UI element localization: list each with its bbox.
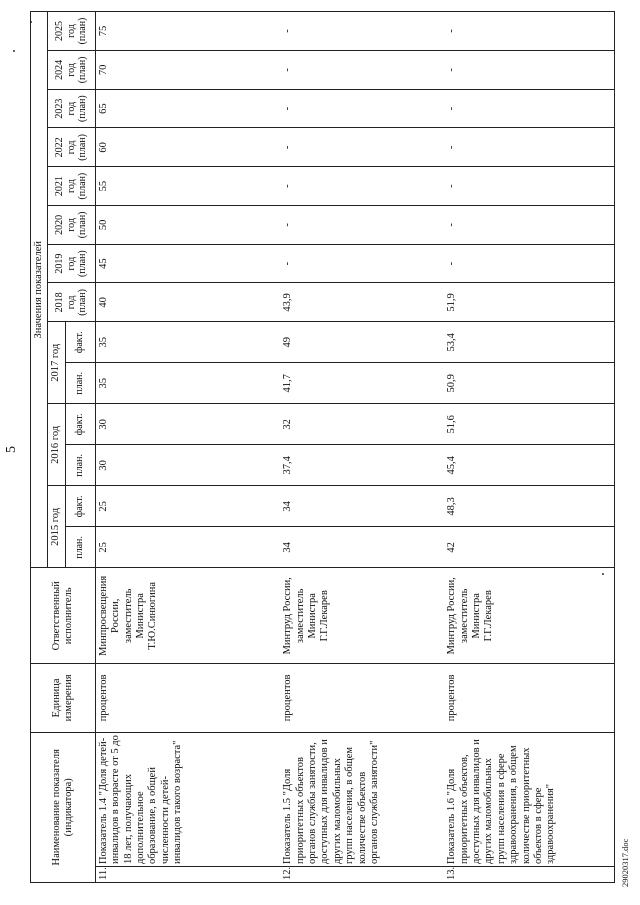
- header-2017-fact: факт.: [65, 322, 95, 363]
- value-cell: -: [280, 12, 444, 51]
- header-plan-2020: 2020 год (план): [48, 206, 95, 245]
- header-year-2017: 2017 год: [48, 322, 65, 404]
- row-number: 13.: [444, 867, 614, 883]
- header-year-2016: 2016 год: [48, 404, 65, 486]
- value-cell: 75: [95, 12, 280, 51]
- value-cell: 37,4: [280, 445, 444, 486]
- indicator-name: Показатель 1.4 "Доля детей-инвалидов в возрасте от 5 до 18 лет, получающих дополнительное образование, в общей численности детей-инвалидов такого возраста": [95, 732, 280, 867]
- responsible-cell: Минтруд России, заместитель Министра Г.Г.Лекарев: [280, 568, 444, 664]
- header-2015-plan: план.: [65, 527, 95, 568]
- table-row: [444, 12, 614, 883]
- value-cell: -: [444, 51, 614, 90]
- value-cell: 30: [95, 445, 280, 486]
- value-cell: -: [444, 12, 614, 51]
- row-number: 11.: [95, 867, 280, 883]
- value-cell: 49: [280, 322, 444, 363]
- value-cell: 35: [95, 363, 280, 404]
- header-2015-fact: факт.: [65, 486, 95, 527]
- value-cell: -: [280, 167, 444, 206]
- header-plan-2025: 2025 год (план): [48, 12, 95, 51]
- table-header: [31, 12, 96, 883]
- value-cell: 30: [95, 404, 280, 445]
- value-cell: -: [280, 51, 444, 90]
- value-cell: -: [444, 128, 614, 167]
- value-cell: 41,7: [280, 363, 444, 404]
- header-plan-2019: 2019 год (план): [48, 244, 95, 283]
- header-plan-2024: 2024 год (план): [48, 51, 95, 90]
- table-row: [280, 12, 444, 883]
- value-cell: 34: [280, 486, 444, 527]
- unit-cell: процентов: [95, 664, 280, 732]
- header-2017-plan: план.: [65, 363, 95, 404]
- value-cell: 42: [444, 527, 614, 568]
- value-cell: -: [444, 89, 614, 128]
- indicators-table: [30, 11, 615, 883]
- value-cell: 35: [95, 322, 280, 363]
- value-cell: 40: [95, 283, 280, 322]
- header-plan-2018: 2018 год (план): [48, 283, 95, 322]
- value-cell: 53,4: [444, 322, 614, 363]
- indicator-name: Показатель 1.5 "Доля приоритетных объектов органов службы занятости, доступных для инвалидов и других маломобильных групп населения, в общем количестве объектов органов службы занятости": [280, 732, 444, 867]
- row-number: 12.: [280, 867, 444, 883]
- value-cell: 25: [95, 486, 280, 527]
- value-cell: 70: [95, 51, 280, 90]
- value-cell: 25: [95, 527, 280, 568]
- header-plan-2023: 2023 год (план): [48, 89, 95, 128]
- header-2016-plan: план.: [65, 445, 95, 486]
- scan-speck: [13, 50, 15, 52]
- table-row: [95, 12, 280, 883]
- page-number: 5: [4, 446, 19, 453]
- unit-cell: процентов: [444, 664, 614, 732]
- header-2016-fact: факт.: [65, 404, 95, 445]
- header-values-group: Значения показателей: [31, 12, 48, 568]
- header-plan-2021: 2021 год (план): [48, 167, 95, 206]
- value-cell: -: [444, 206, 614, 245]
- value-cell: 45,4: [444, 445, 614, 486]
- document-code: 29020317.doc: [620, 838, 630, 887]
- value-cell: -: [280, 206, 444, 245]
- value-cell: 51,6: [444, 404, 614, 445]
- value-cell: -: [280, 128, 444, 167]
- value-cell: 51,9: [444, 283, 614, 322]
- header-indicator-name: Наименование показателя (индикатора): [31, 732, 96, 882]
- responsible-cell: Минпросвещения России, заместитель Министра Т.Ю.Синюгина: [95, 568, 280, 664]
- value-cell: 50: [95, 206, 280, 245]
- value-cell: -: [444, 244, 614, 283]
- unit-cell: процентов: [280, 664, 444, 732]
- value-cell: 34: [280, 527, 444, 568]
- value-cell: 65: [95, 89, 280, 128]
- value-cell: 55: [95, 167, 280, 206]
- indicator-name: Показатель 1.6 "Доля приоритетных объектов, доступных для инвалидов и других маломобильных групп населения в сфере здравоохранения, в общем количестве приоритетных объектов в сфере здравоохранения": [444, 732, 614, 867]
- value-cell: 60: [95, 128, 280, 167]
- value-cell: -: [444, 167, 614, 206]
- header-responsible: Ответственный исполнитель: [31, 568, 96, 664]
- header-plan-2022: 2022 год (план): [48, 128, 95, 167]
- value-cell: 48,3: [444, 486, 614, 527]
- header-year-2015: 2015 год: [48, 486, 65, 568]
- table-body: [95, 12, 614, 883]
- value-cell: -: [280, 244, 444, 283]
- value-cell: 32: [280, 404, 444, 445]
- value-cell: 45: [95, 244, 280, 283]
- value-cell: 50,9: [444, 363, 614, 404]
- value-cell: -: [280, 89, 444, 128]
- value-cell: 43,9: [280, 283, 444, 322]
- header-unit: Единица измерения: [31, 664, 96, 732]
- responsible-cell: Минтруд России, заместитель Министра Г.Г.Лекарев: [444, 568, 614, 664]
